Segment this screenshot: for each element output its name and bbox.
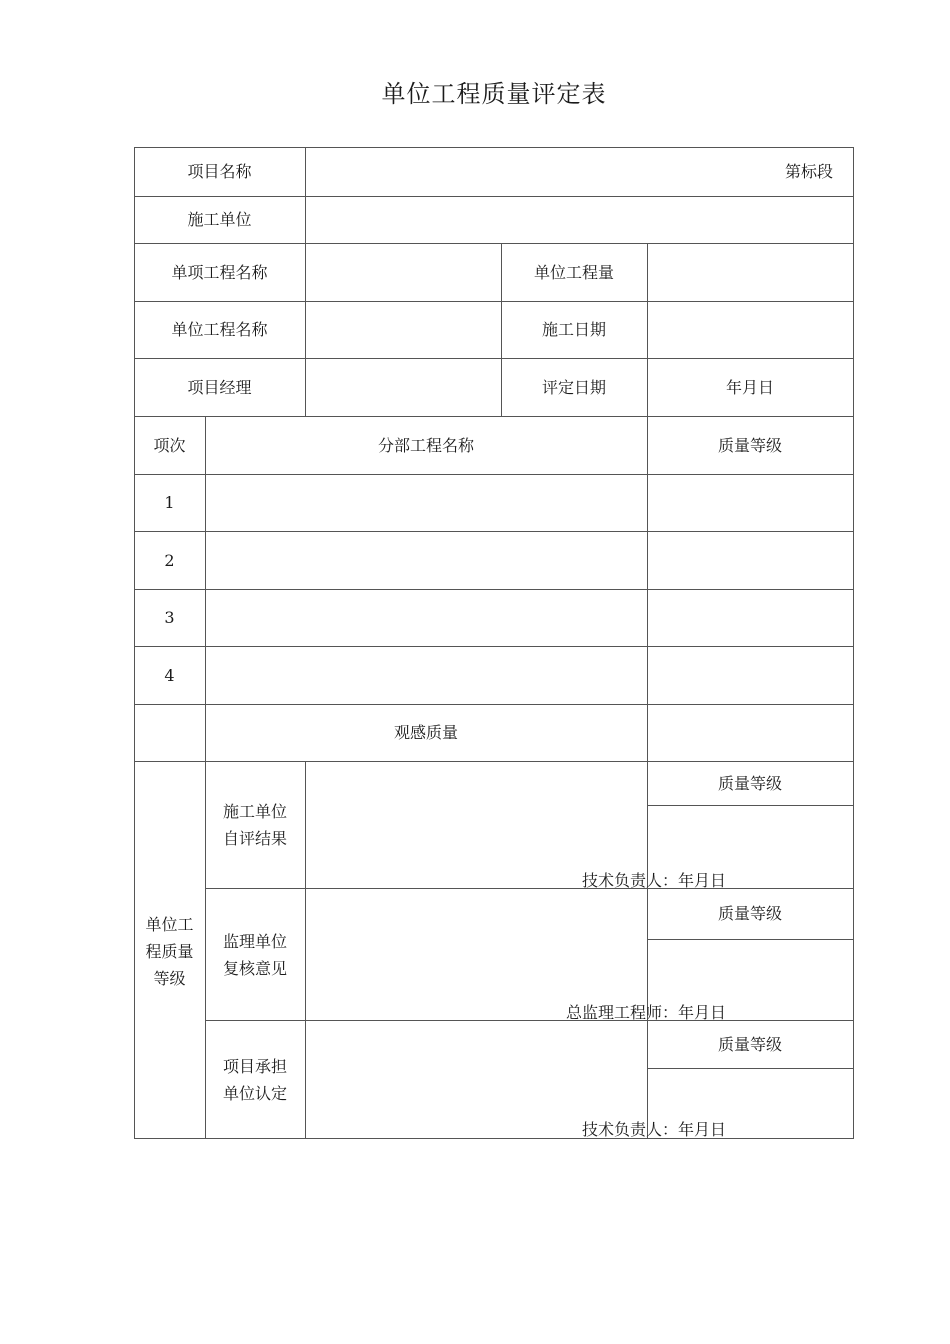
- row-name-cell[interactable]: [205, 589, 648, 647]
- unit-quantity-label: 单位工程量: [501, 243, 648, 302]
- sub-project-name-value[interactable]: [305, 243, 502, 302]
- block-label-line-2: 复核意见: [222, 959, 287, 978]
- grade-label: 质量等级: [647, 888, 854, 940]
- contractor-value[interactable]: [305, 196, 854, 244]
- col-item-header: 项次: [134, 416, 206, 475]
- group-label-line-3: 等级: [153, 969, 186, 988]
- row-name-cell[interactable]: [205, 531, 648, 590]
- appearance-grade-cell[interactable]: [647, 704, 854, 762]
- block-label-line-2: 单位认定: [222, 1084, 287, 1103]
- grade-value-cell[interactable]: [647, 1068, 854, 1139]
- undertaking-unit-label: [205, 1020, 306, 1139]
- block-label-line-1: 项目承担: [222, 1057, 287, 1076]
- row-number: 4: [134, 646, 206, 705]
- row-number: 1: [134, 474, 206, 532]
- chief-supervisor-signature: 总监理工程师：年月日: [565, 1003, 726, 1022]
- unit-quality-grade-label: [134, 761, 206, 1139]
- block-label-line-1: 监理单位: [222, 932, 287, 951]
- row-grade-cell[interactable]: [647, 646, 854, 705]
- row-name-cell[interactable]: [205, 646, 648, 705]
- block-label-line-2: 自评结果: [222, 829, 287, 848]
- sub-project-name-label: 单项工程名称: [134, 243, 306, 302]
- appearance-quality-label: 观感质量: [205, 704, 648, 762]
- unit-quantity-value[interactable]: [647, 243, 854, 302]
- project-manager-label: 项目经理: [134, 358, 306, 417]
- row-name-cell[interactable]: [205, 474, 648, 532]
- construction-date-value[interactable]: [647, 301, 854, 359]
- evaluation-date-label: 评定日期: [501, 358, 648, 417]
- section-label: 第标段: [305, 147, 854, 197]
- grade-label: 质量等级: [647, 761, 854, 806]
- group-label-line-1: 单位工: [145, 915, 194, 934]
- grade-label: 质量等级: [647, 1020, 854, 1069]
- contractor-label: 施工单位: [134, 196, 306, 244]
- unit-project-name-label: 单位工程名称: [134, 301, 306, 359]
- block-label-line-1: 施工单位: [222, 802, 287, 821]
- technical-lead-signature: 技术负责人：年月日: [581, 1120, 726, 1139]
- unit-project-name-value[interactable]: [305, 301, 502, 359]
- row-grade-cell[interactable]: [647, 474, 854, 532]
- row-grade-cell[interactable]: [647, 589, 854, 647]
- appearance-item-cell: [134, 704, 206, 762]
- grade-value-cell[interactable]: [647, 939, 854, 1021]
- technical-lead-signature: 技术负责人：年月日: [581, 871, 726, 890]
- construction-date-label: 施工日期: [501, 301, 648, 359]
- group-label-line-2: 程质量: [145, 942, 194, 961]
- page-title: 单位工程质量评定表: [381, 80, 607, 108]
- row-grade-cell[interactable]: [647, 531, 854, 590]
- col-grade-header: 质量等级: [647, 416, 854, 475]
- row-number: 2: [134, 531, 206, 590]
- contractor-self-eval-label: [205, 761, 306, 889]
- row-number: 3: [134, 589, 206, 647]
- supervisor-review-label: [205, 888, 306, 1021]
- col-name-header: 分部工程名称: [205, 416, 648, 475]
- project-manager-value[interactable]: [305, 358, 502, 417]
- grade-value-cell[interactable]: [647, 805, 854, 889]
- project-name-label: 项目名称: [134, 147, 306, 197]
- evaluation-date-value: 年月日: [647, 358, 854, 417]
